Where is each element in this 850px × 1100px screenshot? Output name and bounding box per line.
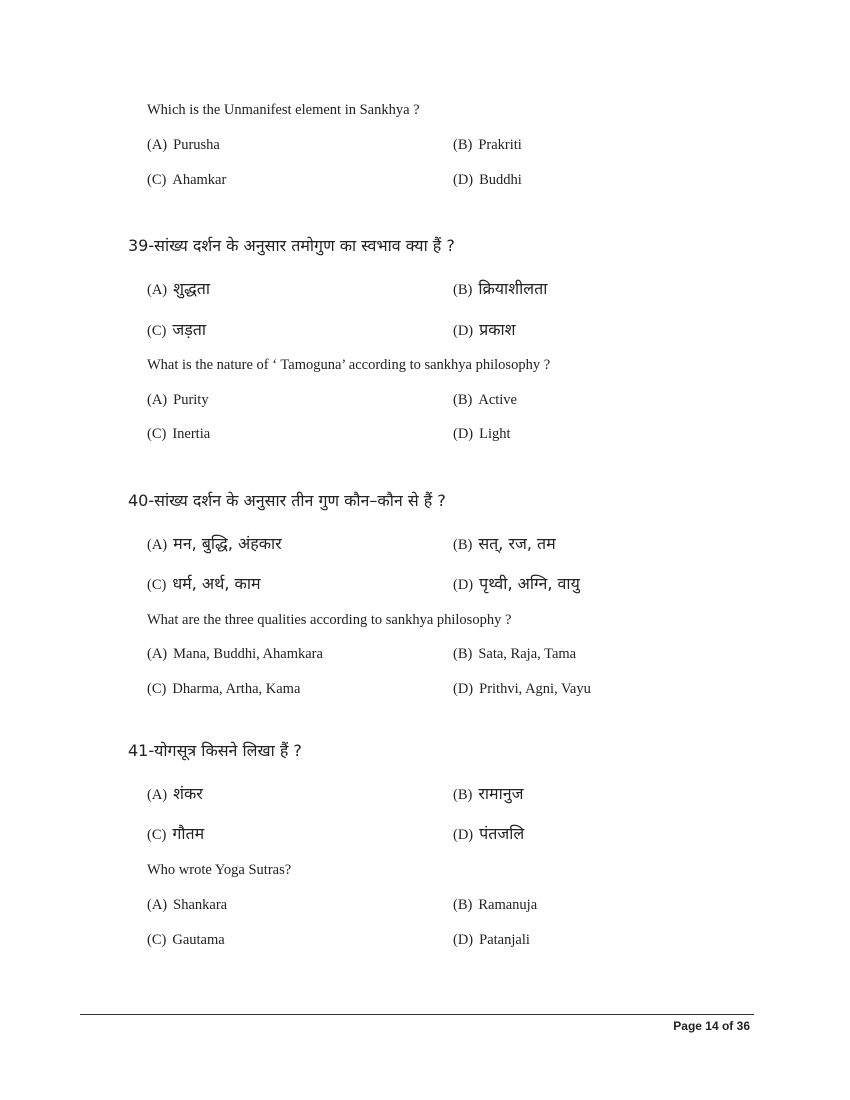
option-label: (A) (147, 646, 168, 662)
option-label: (C) (147, 577, 167, 593)
option-text: प्रकाश (479, 320, 516, 339)
option-text: सत्, रज, तम (478, 534, 556, 553)
q39-en-option-c (147, 426, 210, 443)
q41-en-option-a (147, 897, 227, 914)
q41-hi-option-a (147, 782, 203, 804)
option-label: (A) (147, 282, 168, 298)
q38-en-option-c (147, 172, 226, 189)
option-text: Inertia (172, 426, 211, 442)
option-text: शुद्धता (173, 279, 211, 298)
option-label: (C) (147, 172, 167, 188)
option-text: Prakriti (478, 137, 522, 153)
option-label: (C) (147, 932, 167, 948)
option-label: (C) (147, 426, 167, 442)
q40-en-option-a (147, 646, 323, 663)
option-label: (B) (453, 897, 473, 913)
q39-hi-option-d (453, 318, 516, 340)
option-text: रामानुज (478, 784, 524, 803)
option-label: (C) (147, 827, 167, 843)
option-text: धर्म, अर्थ, काम (172, 574, 261, 593)
option-label: (D) (453, 426, 474, 442)
option-text: Light (479, 426, 511, 442)
q41-en-option-c (147, 932, 225, 949)
option-label: (A) (147, 137, 168, 153)
option-text: पृथ्वी, अग्नि, वायु (479, 574, 580, 593)
option-label: (D) (453, 323, 474, 339)
option-text: Shankara (173, 897, 228, 913)
q41-en-option-d (453, 932, 530, 949)
q40-hi-option-a (147, 532, 282, 554)
option-text: Buddhi (479, 172, 522, 188)
option-text: Ahamkar (172, 172, 227, 188)
option-text: Purity (173, 392, 209, 408)
q41-hi-option-b (453, 782, 524, 804)
option-label: (B) (453, 282, 473, 298)
q41-en-option-b (453, 897, 537, 914)
q40-en-option-c (147, 681, 300, 698)
q39-en-option-a (147, 392, 209, 409)
q38-en-option-b (453, 137, 522, 154)
q40-en-question: What are the three qualities according to sankhya philosophy ? (147, 612, 512, 628)
option-text: Sata, Raja, Tama (478, 646, 577, 662)
q41-hi-question: 41-योगसूत्र किसने लिखा हैं ? (128, 741, 302, 760)
footer-divider (80, 1014, 754, 1015)
q41-hi-option-c (147, 822, 204, 844)
option-label: (B) (453, 646, 473, 662)
q39-hi-option-b (453, 277, 547, 299)
q41-hi-option-d (453, 822, 524, 844)
option-label: (B) (453, 392, 473, 408)
q40-en-option-b (453, 646, 576, 663)
option-label: (B) (453, 137, 473, 153)
q38-en-option-a (147, 137, 220, 154)
option-label: (D) (453, 681, 474, 697)
q38-en-option-d (453, 172, 522, 189)
option-label: (A) (147, 787, 168, 803)
q40-en-option-d (453, 681, 591, 698)
option-text: क्रियाशीलता (478, 279, 548, 298)
q39-hi-option-c (147, 318, 206, 340)
q40-hi-question: 40-सांख्य दर्शन के अनुसार तीन गुण कौन–कौन से हैं ? (128, 491, 446, 510)
option-label: (D) (453, 827, 474, 843)
q40-hi-option-b (453, 532, 556, 554)
q39-en-question: What is the nature of ‘ Tamoguna’ according to sankhya philosophy ? (147, 357, 551, 373)
option-text: Gautama (172, 932, 225, 948)
option-label: (D) (453, 932, 474, 948)
option-label: (D) (453, 577, 474, 593)
option-text: गौतम (172, 824, 205, 843)
option-text: जड़ता (172, 320, 207, 339)
q39-en-option-d (453, 426, 511, 443)
option-label: (A) (147, 392, 168, 408)
option-label: (C) (147, 323, 167, 339)
option-text: Ramanuja (478, 897, 538, 913)
option-label: (C) (147, 681, 167, 697)
option-label: (B) (453, 787, 473, 803)
option-text: Purusha (173, 137, 220, 153)
q38-en-question: Which is the Unmanifest element in Sankhya ? (147, 102, 420, 118)
q39-hi-question: 39-सांख्य दर्शन के अनुसार तमोगुण का स्वभाव क्या हैं ? (128, 236, 455, 255)
option-label: (A) (147, 537, 168, 553)
page-number: Page 14 of 36 (673, 1019, 750, 1033)
option-text: Patanjali (479, 932, 530, 948)
q39-hi-option-a (147, 277, 210, 299)
q40-hi-option-c (147, 572, 261, 594)
option-text: Dharma, Artha, Kama (172, 681, 301, 697)
option-text: पंतजलि (479, 824, 525, 843)
option-label: (D) (453, 172, 474, 188)
q41-en-question: Who wrote Yoga Sutras? (147, 862, 292, 878)
option-text: Mana, Buddhi, Ahamkara (173, 646, 323, 662)
option-text: Prithvi, Agni, Vayu (479, 681, 591, 697)
q39-en-option-b (453, 392, 517, 409)
option-label: (A) (147, 897, 168, 913)
option-text: Active (478, 392, 517, 408)
option-text: शंकर (173, 784, 203, 803)
q40-hi-option-d (453, 572, 580, 594)
option-text: मन, बुद्धि, अंहकार (173, 534, 282, 553)
option-label: (B) (453, 537, 473, 553)
